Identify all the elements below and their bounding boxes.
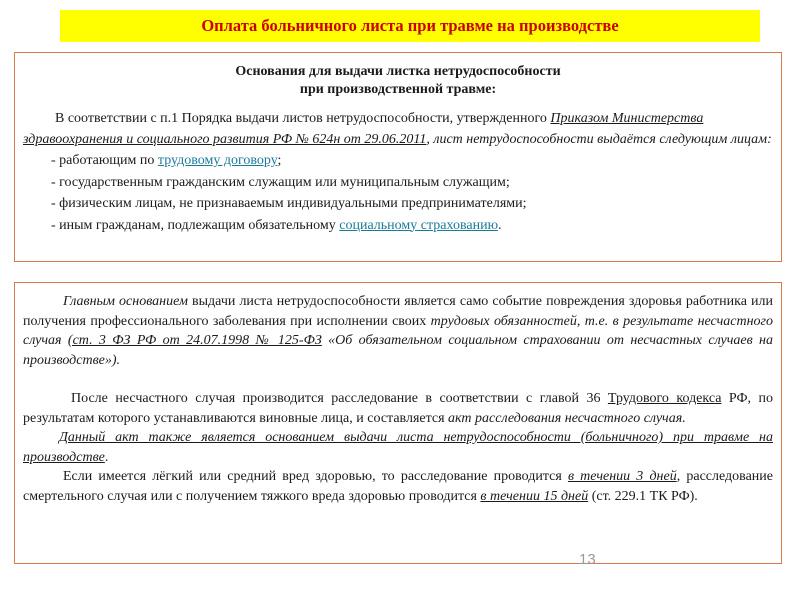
- eligible-persons-list: [23, 150, 773, 236]
- deadlines-citation: (ст. 229.1 ТК РФ).: [588, 488, 698, 504]
- list-item: [51, 215, 773, 237]
- investigation-paragraph: [23, 389, 773, 428]
- act-statement: Данный акт также является основанием выдачи листа нетрудоспособности (больничного) при травме на производстве: [23, 430, 773, 465]
- paragraph-spacer: [23, 370, 773, 389]
- deadline-15-days: в течении 15 дней: [480, 488, 589, 504]
- list-item-suffix: .: [498, 217, 502, 233]
- slide-title-bar: [60, 10, 760, 42]
- investigation-text: После несчастного случая производится расследование в соответствии с главой 36: [71, 391, 608, 406]
- labor-contract-link[interactable]: трудовому договору: [157, 153, 278, 168]
- investigation-text-2: РФ, по результатам которого устанавливаются виновные лица, и составляется: [23, 391, 773, 426]
- deadlines-paragraph: [23, 467, 773, 506]
- grounds-heading: [23, 63, 773, 99]
- act-end: .: [104, 449, 109, 465]
- lead-rest: , лист нетрудоспособности выдаётся следующим лицам:: [426, 131, 772, 147]
- law-title: «Об обязательном социальном страховании от несчастных случаев на производстве»).: [23, 333, 773, 368]
- main-ground-duties: трудовых обязанностей, т.е. в результате несчастного случая: [23, 313, 773, 348]
- act-paragraph: [23, 428, 773, 467]
- law-reference: (ст. 3 ФЗ РФ от 24.07.1998 № 125-ФЗ: [67, 333, 322, 348]
- details-box: [14, 282, 782, 564]
- order-reference: Приказом Министерства здравоохранения и социального развития РФ № 624н от 29.06.2011: [23, 111, 704, 147]
- list-item: - государственным гражданским служащим или муниципальным служащим;: [51, 174, 510, 190]
- investigation-act: акт расследования несчастного случая.: [448, 410, 686, 426]
- page-number: 13: [579, 551, 596, 568]
- grounds-heading-line1: Основания для выдачи листка нетрудоспособности: [235, 64, 561, 79]
- main-ground-emphasis: Главным основанием: [63, 294, 188, 309]
- deadline-3-days: в течении 3 дней: [567, 469, 677, 484]
- grounds-heading-line2: при производственной травме:: [299, 82, 497, 97]
- list-item: - физическим лицам, не признаваемым индивидуальными предпринимателями;: [51, 196, 527, 211]
- main-ground-text: выдачи листа нетрудоспособности является само событие повреждения здоровья работника или получения профессионального заболевания при исполнении своих: [23, 294, 773, 329]
- grounds-lead: [23, 109, 773, 150]
- social-insurance-link[interactable]: социальному страхованию: [339, 217, 499, 233]
- deadlines-text-2: , расследование смертельного случая или с получением тяжкого вреда здоровью проводится: [23, 469, 773, 504]
- list-item-text: - работающим по: [51, 153, 158, 168]
- slide-title: Оплата больничного листа при травме на производстве: [201, 16, 619, 35]
- main-ground-paragraph: [23, 292, 773, 370]
- labor-code-link[interactable]: Трудового кодекса: [607, 391, 722, 406]
- list-item-suffix: ;: [277, 153, 282, 168]
- lead-plain: В соответствии с п.1 Порядка выдачи листов нетрудоспособности, утвержденного: [55, 111, 551, 126]
- grounds-box: [14, 52, 782, 262]
- list-item-text: - иным гражданам, подлежащим обязательному: [51, 217, 340, 233]
- list-item: [51, 150, 773, 172]
- deadlines-text: Если имеется лёгкий или средний вред здоровью, то расследование проводится: [63, 469, 568, 484]
